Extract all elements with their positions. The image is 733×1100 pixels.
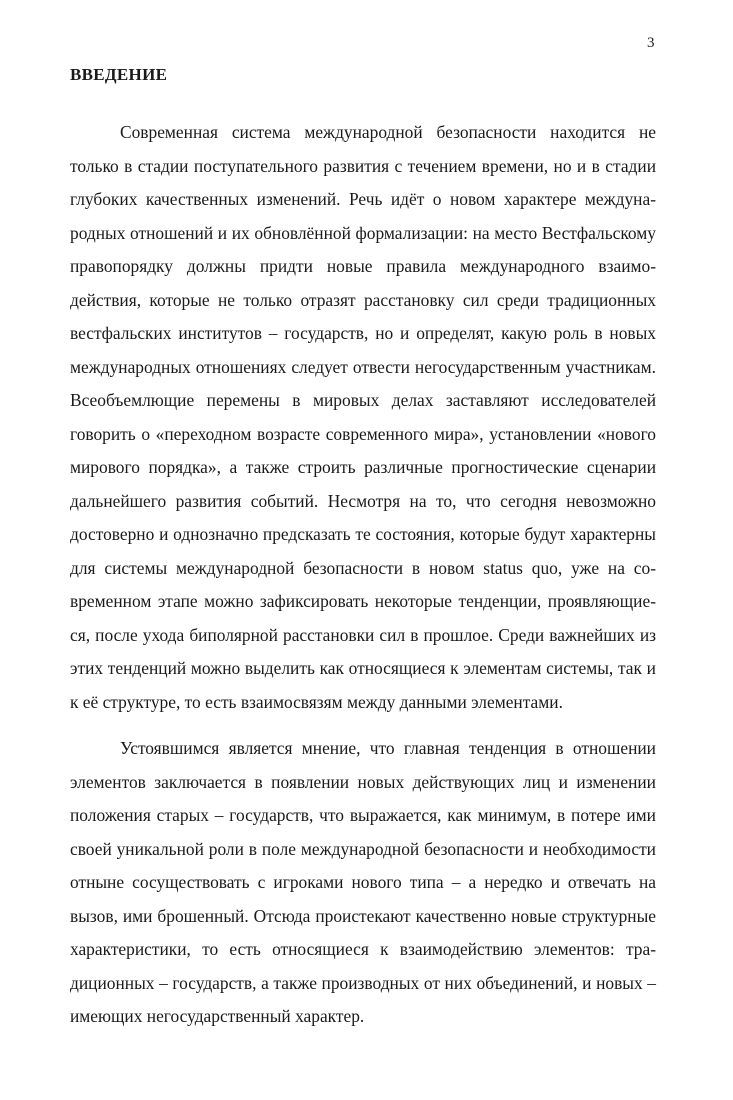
page-number: 3 [647, 35, 655, 51]
paragraph-2: Устоявшимся является мнение, что главная тенденция в отношении элементов заключается в появлении новых действующих лиц и изменении положения старых – государств, что выражается, как минимум, в потере ими своей уникальной роли в поле международной безопасности и необходимости отныне сосуществовать с игроками нового типа – а нередко и отвечать на вызов, ими брошенный. Отсюда проистекают качественно новые структурные характеристики, то есть относящиеся к взаимодействию элементов: традиционных – государств, а также производных от них объединений, и новых – имеющих негосударственный характер. [70, 738, 656, 1026]
body-text [70, 116, 656, 1034]
section-heading: ВВЕДЕНИЕ [70, 65, 168, 84]
paragraph-1: Современная система международной безопасности находится не только в стадии поступательного развития с течением времени, но и в стадии глубоких качественных изменений. Речь идёт о новом характере международных отношений и их обновлённой формализации: на место Вестфальскому правопорядку должны придти новые правила международного взаимодействия, которые не только отразят расстановку сил среди традиционных вестфальских институтов – государств, но и определят, какую роль в новых международных отношениях следует отвести негосударственным участникам. Всеобъемлющие перемены в мировых делах заставляют исследователей говорить о «переходном возрасте современного мира», установлении «нового мирового порядка», а также строить различные прогностические сценарии дальнейшего развития событий. Несмотря на то, что сегодня невозможно достоверно и однозначно предсказать те состояния, которые будут характерны для системы международной безопасности в новом status quo, уже на современном этапе можно зафиксировать некоторые тенденции, проявляющиеся, после ухода биполярной расстановки сил в прошлое. Среди важнейших из этих тенденций можно выделить как относящиеся к элементам системы, так и к её структуре, то есть взаимосвязям между данными элементами. [70, 122, 656, 712]
